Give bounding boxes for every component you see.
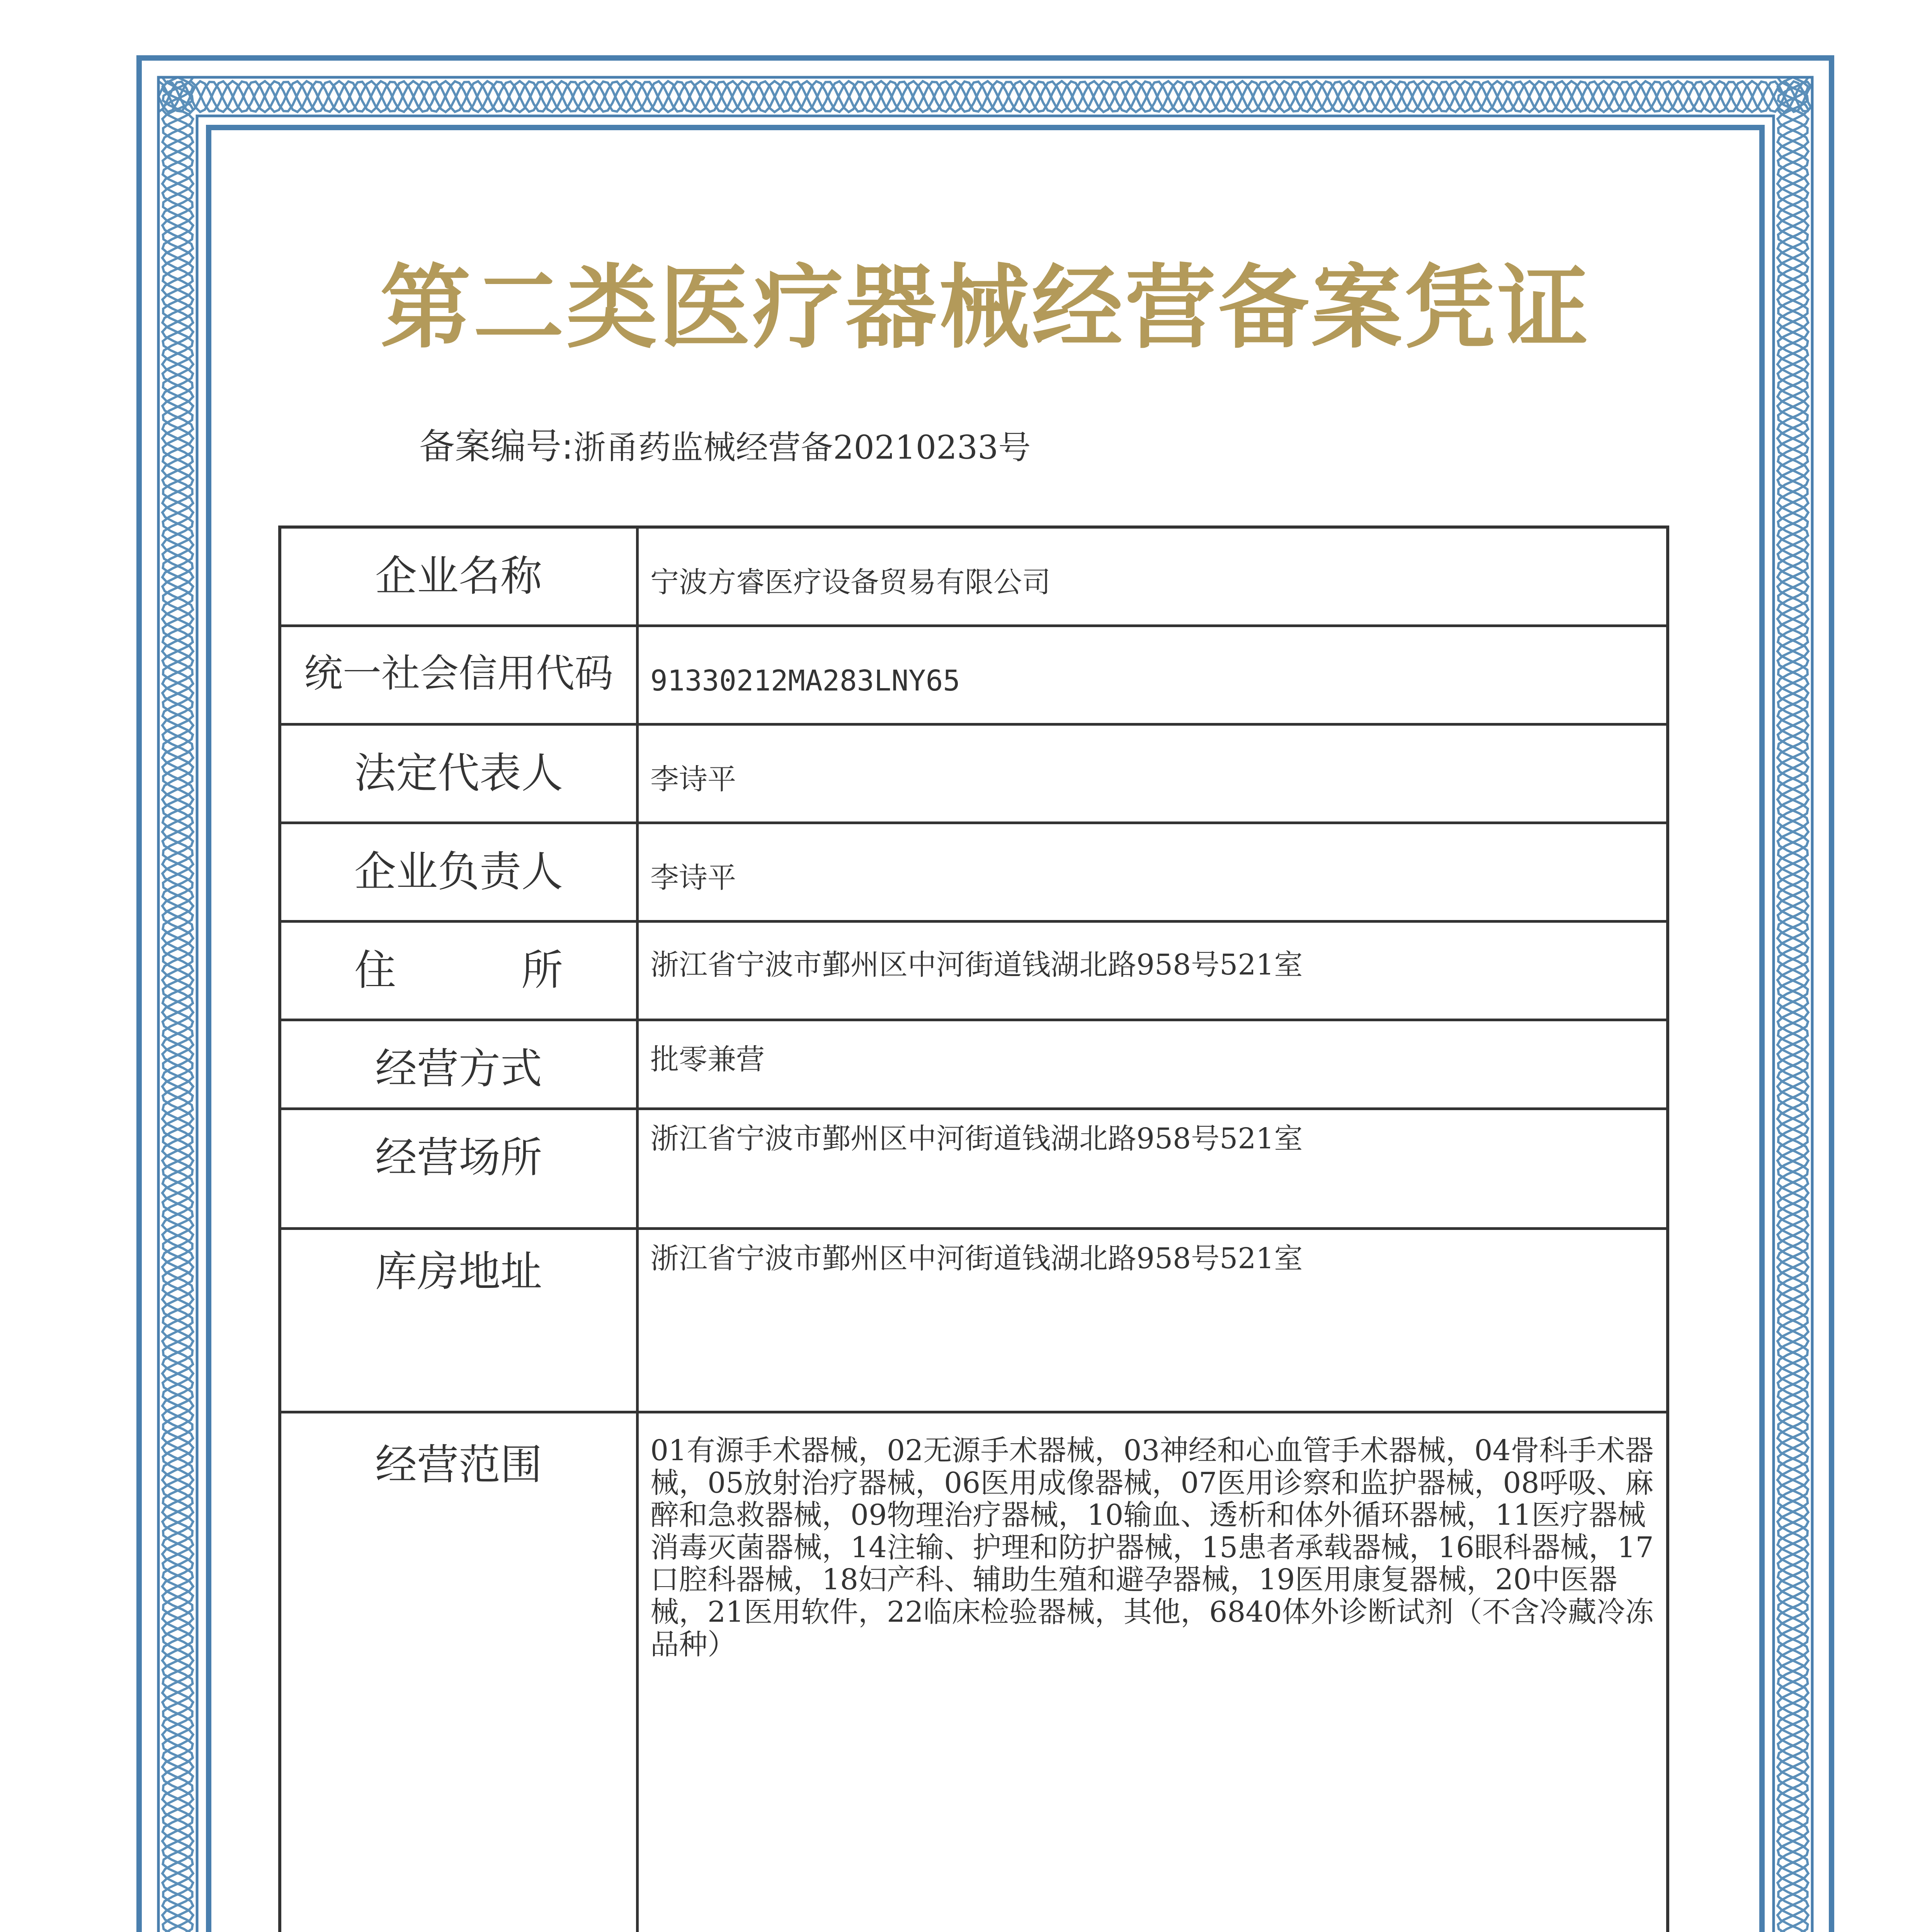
- row-label: 统一社会信用代码: [281, 627, 639, 723]
- row-label: 经营方式: [281, 1021, 639, 1107]
- row-label: 企业负责人: [281, 824, 639, 920]
- table-row: 统一社会信用代码 91330212MA283LNY65: [281, 627, 1666, 726]
- table-row: 经营场所 浙江省宁波市鄞州区中河街道钱湖北路958号521室: [281, 1110, 1666, 1230]
- row-label: 经营范围: [281, 1413, 639, 1932]
- row-label: 库房地址: [281, 1230, 639, 1411]
- row-label: 住 所: [281, 923, 639, 1019]
- row-label: 经营场所: [281, 1110, 639, 1227]
- row-label: 企业名称: [281, 529, 639, 624]
- row-label: 法定代表人: [281, 726, 639, 821]
- table-row: 法定代表人 李诗平: [281, 726, 1666, 824]
- record-number-value: 浙甬药监械经营备20210233号: [573, 429, 1031, 466]
- table-row: 企业名称 宁波方睿医疗设备贸易有限公司: [281, 529, 1666, 627]
- table-row: 经营范围 01有源手术器械，02无源手术器械，03神经和心血管手术器械，04骨科手术器械，05放射治疗器械，06医用成像器械，07医用诊察和监护器械，08呼吸、麻醉和急救器械，09物理治疗器械，10输血、透析和体外循环器械，11医疗器械消毒灭菌器械，14注输、护理和防护器械，15患者承载器械，16眼科器械，17口腔科器械，18妇产科、辅助生殖和避孕器械，19医用康复器械，20中医器械，21医用软件，22临床检验器械，其他，6840体外诊断试剂（不含冷藏冷冻品种）: [281, 1413, 1666, 1932]
- page-title: 第二类医疗器械经营备案凭证: [380, 255, 1591, 361]
- record-number: [419, 426, 1031, 467]
- info-table: [278, 526, 1669, 1932]
- table-row: 住 所 浙江省宁波市鄞州区中河街道钱湖北路958号521室: [281, 923, 1666, 1021]
- record-number-label: 备案编号:: [419, 426, 573, 467]
- table-row: 经营方式 批零兼营: [281, 1021, 1666, 1110]
- table-row: 企业负责人 李诗平: [281, 824, 1666, 923]
- table-row: 库房地址 浙江省宁波市鄞州区中河街道钱湖北路958号521室: [281, 1230, 1666, 1413]
